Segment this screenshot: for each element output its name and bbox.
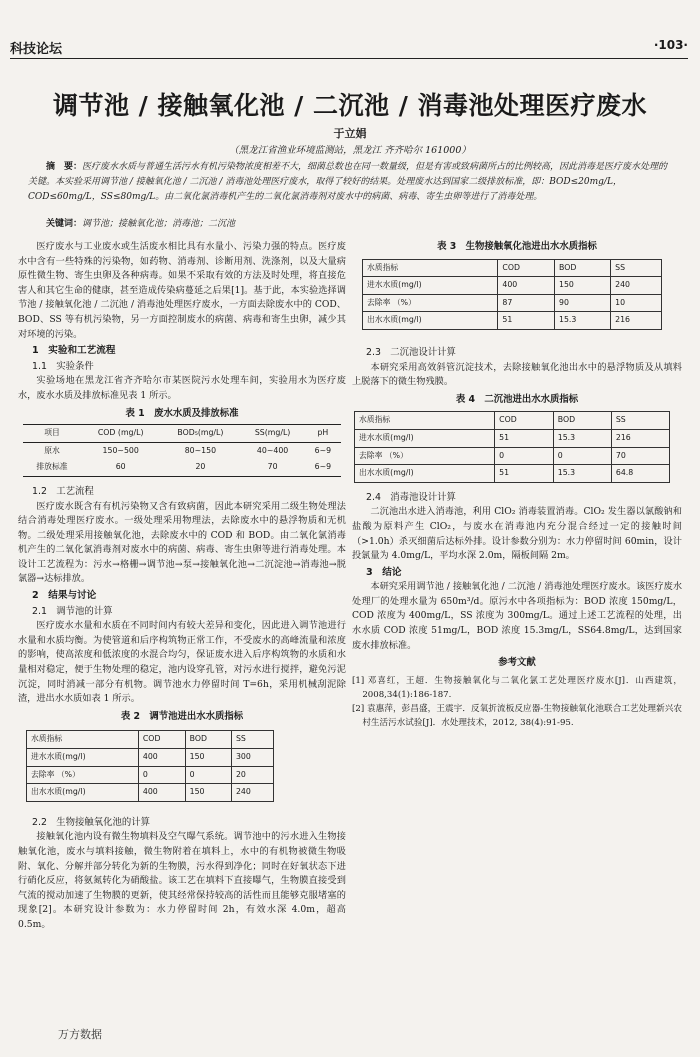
table-header: COD	[138, 731, 185, 749]
section-heading-2-3: 2.3 二沉池设计计算	[366, 346, 456, 358]
table-header: pH	[305, 425, 341, 443]
section-heading-2-2: 2.2 生物接触氧化池的计算	[32, 816, 151, 828]
table4-caption: 表 4 二沉池进出水水质指标	[455, 393, 579, 405]
keywords-label: 关键词：	[46, 219, 83, 229]
paper-title: 调节池 / 接触氧化池 / 二沉池 / 消毒池处理医疗废水	[52, 91, 648, 120]
table-cell: 10	[611, 294, 662, 312]
section-heading-2-1: 2.1 调节池的计算	[32, 605, 113, 617]
table-cell: 原水	[44, 445, 60, 455]
table-cell: 出水水质(mg/l)	[355, 465, 495, 483]
table-cell: 216	[611, 312, 662, 330]
section-name: 科技论坛	[10, 42, 63, 57]
table-cell: 出水水质(mg/l)	[27, 784, 139, 802]
keywords-text: 调节池；接触氧化池；消毒池；二沉池	[82, 219, 236, 229]
table-header: 水质指标	[363, 259, 498, 277]
table-cell: 进水水质(mg/l)	[363, 277, 498, 295]
table-header: BOD	[185, 731, 231, 749]
table-header-row	[27, 731, 274, 749]
paragraph-3: 本研究采用调节池 / 接触氧化池 / 二沉池 / 消毒池处理医疗废水。该医疗废水处理厂的处理水量为 650m³/d。原污水中各项指标为：BOD 浓度 150mg/L，COD 浓度为 400mg/L，SS 浓度为 300mg/L。通过上述工艺流程的处理，出水水质 COD 浓度 51mg/L，BOD 浓度 15.3mg/L，SS64.8mg/L，达到国家废水排放标准。	[352, 581, 683, 651]
table3	[362, 259, 662, 330]
table-cell: 15.3	[553, 465, 611, 483]
table-cell: 20	[231, 766, 273, 784]
table-cell: 64.8	[611, 465, 669, 483]
table-cell: 70	[611, 447, 669, 465]
running-header	[10, 38, 688, 59]
table-row	[355, 429, 670, 447]
table-header: SS	[231, 731, 273, 749]
affiliation: （黑龙江省渔业环境监测站，黑龙江 齐齐哈尔 161000）	[229, 145, 471, 156]
paragraph-1-1: 实验场地在黑龙江省齐齐哈尔市某医院污水处理车间，实验用水为医疗废水，废水水质及排放标准见表 1 所示。	[18, 375, 346, 401]
section-heading-1-2: 1.2 工艺流程	[32, 485, 94, 497]
section-heading-2-4: 2.4 消毒池设计计算	[366, 491, 456, 503]
table-cell: 90	[554, 294, 610, 312]
table-header: SS	[611, 412, 669, 430]
section-heading-3: 3 结论	[366, 566, 402, 578]
table-header: BOD₅(mg/L)	[160, 425, 240, 443]
table-cell: 6~9	[314, 462, 332, 472]
table-cell: 51	[498, 312, 555, 330]
left-column	[18, 240, 346, 933]
table-header: BOD	[554, 259, 610, 277]
table-cell: 0	[495, 447, 554, 465]
table2	[26, 730, 274, 801]
table-cell: 150	[554, 277, 610, 295]
table-header-row	[355, 412, 670, 430]
table-header-row	[363, 259, 662, 277]
table-header: 项目	[23, 425, 81, 443]
page-number: ·103·	[653, 38, 688, 52]
table-cell: 400	[138, 749, 185, 767]
paragraph-2-1: 医疗废水水量和水质在不同时间内有较大差异和变化，因此进入调节池进行水量和水质均衡。为使管道和后序构筑物正常工作，不受废水的高峰流量和浓度的影响，使高浓度和低浓度的水混合均匀，保证废水进入后序构筑物的水质和水量相对稳定，便于生物处理的稳定，池内设穿孔管，对污水进行搅拌，避免污泥沉淀，同时消减一部分有机物。调节池水力停留时间 T=6h，采用机械刮泥除渣，进出水水质如表 1 所示。	[18, 620, 346, 705]
table3-caption: 表 3 生物接触氧化池进出水水质指标	[437, 241, 597, 252]
table-cell: 15.3	[553, 429, 611, 447]
table-cell: 进水水质(mg/l)	[27, 749, 139, 767]
paragraph-2-2: 接触氧化池内设有微生物填料及空气曝气系统。调节池中的污水进入生物接触氧化池，废水与填料接触，微生物附着在填料上，水中的有机物被微生物吸附、氧化、分解并部分转化为新的生物膜，污水得到净化；同时在好氧状态下进行硝化反应，将氨氮转化为硝酸盐。该工艺在填料下直接曝气，生物膜直接受到气流的搅动加速了生物膜的更新，使其经常保持较高的活性而且能够克服堵塞的现象[2]。本研究设计参数为：水力停留时间 2h，有效水深 4.0m，超高 0.5m。	[18, 831, 346, 930]
table-cell: 240	[611, 277, 662, 295]
table-cell: 150	[185, 749, 231, 767]
table-cell: 0	[138, 766, 185, 784]
table-header-row	[23, 425, 341, 443]
paragraph-2-3: 本研究采用高效斜管沉淀技术，去除接触氧化池出水中的悬浮物质及从填料上脱落下的微生物残膜。	[352, 361, 682, 388]
watermark: 万方数据	[58, 1028, 102, 1041]
table-cell: 400	[498, 277, 555, 295]
table-cell: 80~150	[184, 445, 217, 455]
table-cell: 87	[498, 294, 555, 312]
intro-paragraph: 医疗废水与工业废水或生活废水相比具有水量小、污染力强的特点。医疗废水中含有一些特殊的污染物，如药物、消毒剂、诊断用剂、洗涤剂，以及大量病原性微生物、寄生虫卵及各种病毒。如果不采取有效的方法及时处理，将直接危害人和其它生命的健康，甚至造成传染病蔓延之后果[1]。基于此，本实验选择调节池 / 接触氧化池 / 二沉池 / 消毒池处理医疗废水，一方面去除废水中的 COD、BOD、SS 等有机污染物，另一方面控制废水的病菌、病毒和寄生虫卵，减少其对环境的污染。	[18, 241, 346, 340]
reference-item: [2] 袁惠萍，彭昌盛，王震宇．反氧折流板反应器-生物接触氧化池联合工艺处理新兴农村生活污水试验[J]．水处理技术，2012, 38(4):91-95.	[352, 703, 682, 728]
table-cell: 排放标准	[36, 462, 68, 472]
table1	[23, 424, 341, 477]
author: 于立娟	[333, 127, 367, 140]
table-header: 水质指标	[27, 731, 139, 749]
references	[352, 674, 682, 730]
table-cell: 400	[138, 784, 185, 802]
references-title: 参考文献	[498, 657, 536, 669]
table-header: 水质指标	[355, 412, 495, 430]
section-heading-2: 2 结果与讨论	[32, 590, 97, 602]
table-cell: 60	[115, 462, 126, 472]
abstract-label: 摘 要：	[46, 162, 83, 172]
table-cell: 0	[185, 766, 231, 784]
table-header: BOD	[553, 412, 611, 430]
table-row	[363, 294, 662, 312]
right-column	[352, 240, 682, 730]
abstract	[28, 160, 672, 205]
table-row	[355, 447, 670, 465]
table-cell: 20	[195, 462, 206, 472]
table-cell: 去除率 （%）	[355, 447, 495, 465]
table-row	[23, 442, 341, 459]
table-header: SS	[611, 259, 662, 277]
table-row	[363, 277, 662, 295]
table-cell: 51	[495, 429, 554, 447]
reference-item: [1] 邓喜红，王超．生物接触氧化与二氧化氯工艺处理医疗废水[J]．山西建筑，2008,34(1):186-187.	[352, 675, 682, 700]
table4	[354, 411, 670, 482]
paragraph-1-2: 医疗废水既含有有机污染物又含有致病菌，因此本研究采用二级生物处理法结合消毒处理医疗废水。一级处理采用物理法，去除废水中的悬浮物质和无机物。二级处理采用接触氧化池，去除废水中的 COD 和 BOD。由二氧化氯消毒机产生的二氧化氯消毒剂对废水中的病菌、病毒、寄生虫卵等进行消毒处理。本设计工艺流程为：污水→格栅→调节池→泵→接触氧化池→二沉淀池→消毒池→脱氯器→达标排放。	[18, 500, 346, 585]
table-row	[363, 312, 662, 330]
table-row	[27, 784, 274, 802]
table-cell: 进水水质(mg/l)	[355, 429, 495, 447]
table-cell: 0	[553, 447, 611, 465]
table-cell: 去除率 （%）	[363, 294, 498, 312]
table-header: SS(mg/L)	[240, 425, 304, 443]
table-cell: 150~500	[102, 445, 139, 455]
table-header: COD	[495, 412, 554, 430]
table-cell: 70	[267, 462, 278, 472]
table-row	[355, 465, 670, 483]
table-cell: 15.3	[554, 312, 610, 330]
table-row	[23, 459, 341, 476]
table-cell: 6~9	[314, 445, 332, 455]
table-cell: 150	[185, 784, 231, 802]
section-heading-1: 1 实验和工艺流程	[32, 345, 116, 357]
table2-caption: 表 2 调节池进出水水质指标	[120, 710, 244, 722]
table-cell: 216	[611, 429, 669, 447]
abstract-text: 医疗废水水质与普通生活污水有机污染物浓度相差不大，细菌总数也在同一数量级，但是有害或致病菌所占的比例较高，因此消毒是医疗废水处理的关键。本实验采用调节池 / 接触氧化池 / 二沉池 / 消毒池处理医疗废水，取得了较好的结果。处理废水达到国家二级排放标准，即：BOD≤20mg/L，COD≤60mg/L，SS≤80mg/L。由二氧化氯消毒机产生的二氧化氯消毒剂对废水中的病菌、病毒、寄生虫卵等进行了消毒处理。	[28, 162, 668, 202]
table-cell: 去除率 （%）	[27, 766, 139, 784]
paragraph-2-4: 二沉池出水进入消毒池，利用 ClO₂ 消毒装置消毒。ClO₂ 发生器以氯酸钠和盐酸为原料产生 ClO₂，与废水在消毒池内充分混合经过一定的接触时间（>1.0h）杀灭细菌后达标外排。设计参数分别为：水力停留时间 60min，设计投氯量为 4.0mg/L，平均水深 2.0m，隔板间隔 2m。	[352, 506, 682, 562]
table-cell: 240	[231, 784, 273, 802]
table-row	[27, 766, 274, 784]
table-header: COD (mg/L)	[81, 425, 160, 443]
table-cell: 出水水质(mg/l)	[363, 312, 498, 330]
keywords	[28, 216, 672, 229]
table-cell: 51	[495, 465, 554, 483]
table1-caption: 表 1 废水水质及排放标准	[125, 407, 239, 419]
table-header: COD	[498, 259, 555, 277]
section-heading-1-1: 1.1 实验条件	[32, 360, 94, 372]
table-cell: 40~400	[256, 445, 289, 455]
table-row	[27, 749, 274, 767]
table-cell: 300	[231, 749, 273, 767]
